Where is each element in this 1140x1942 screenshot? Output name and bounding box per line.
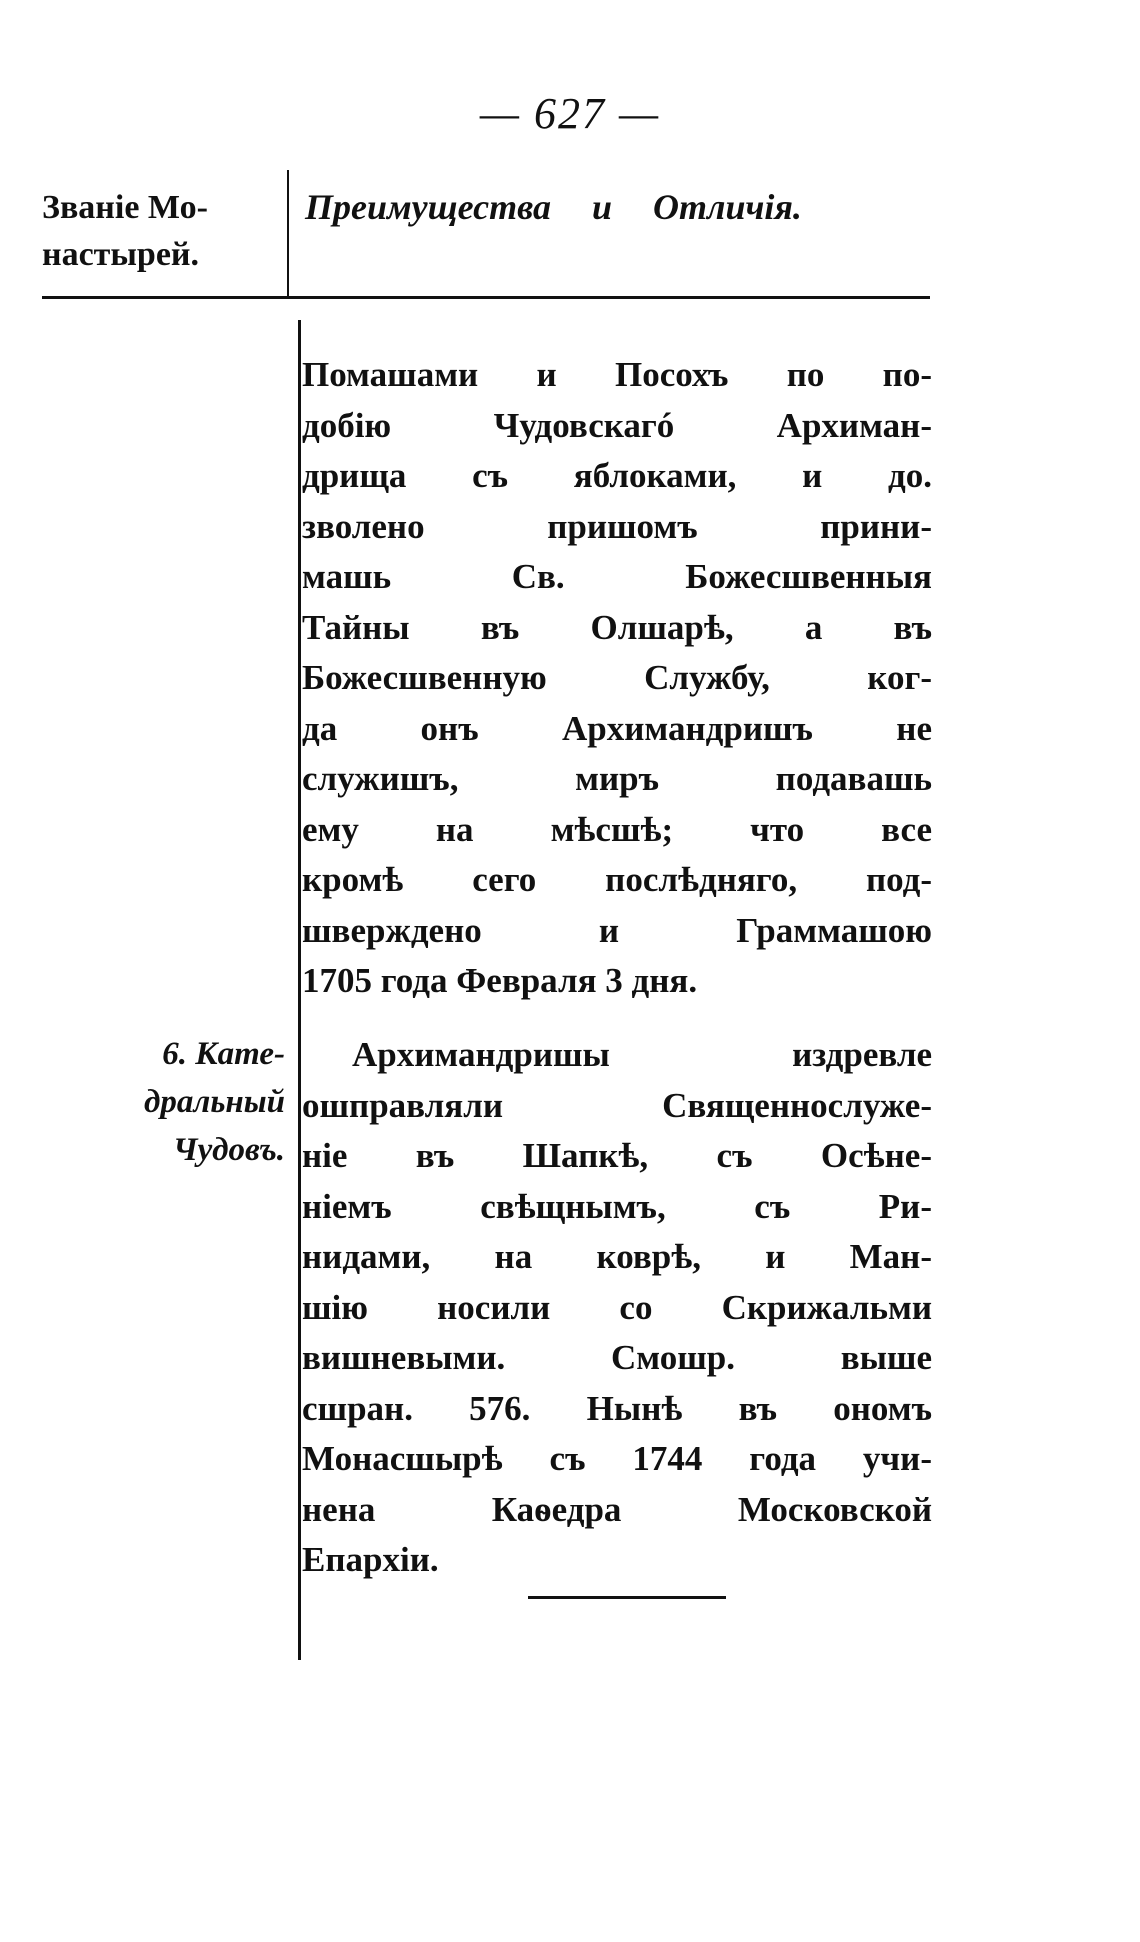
- text-line: нена Каѳедра Московской: [302, 1489, 932, 1529]
- text-line: да онъ Архимандришъ не: [302, 708, 932, 748]
- column-header-title-of-monasteries: [42, 184, 287, 278]
- text-line: Тайны въ Олшарѣ, а въ: [302, 607, 932, 647]
- text-line: ему на мѣсшѣ; что все: [302, 809, 932, 849]
- text-line: машь Св. Божесшвенныя: [302, 557, 932, 596]
- column-header-line: настырей.: [42, 236, 200, 273]
- text-line: добію Чудовскагó Архиман-: [302, 405, 932, 445]
- text-line: Божесшвенную Службу, ког-: [302, 658, 932, 697]
- column-header-privileges: Преимущества и Отличія.: [305, 187, 802, 227]
- text-line: Помашами и Посохъ по по-: [302, 355, 932, 394]
- text-line: шверждено и Граммашою: [302, 910, 932, 950]
- text-line: ніе въ Шапкѣ, съ Осѣне-: [302, 1136, 932, 1175]
- margin-note-line: дральный: [144, 1084, 285, 1120]
- paragraph-1: [302, 350, 932, 1007]
- margin-note-line: Чудовъ.: [172, 1132, 285, 1168]
- column-divider: [298, 320, 301, 1660]
- section-end-rule: [528, 1596, 726, 1599]
- text-line: 1705 года Февраля 3 дня.: [302, 961, 698, 1000]
- text-line: Архимандришы издревле: [352, 1035, 932, 1074]
- text-line: нидами, на коврѣ, и Ман-: [302, 1237, 932, 1276]
- text-line: шію носили со Скрижальми: [302, 1287, 932, 1327]
- text-line: Епархіи.: [302, 1540, 439, 1579]
- text-line: ошправляли Священнослуже-: [302, 1085, 932, 1125]
- margin-note-chudov: [60, 1030, 285, 1174]
- text-line: зволено пришомъ прини-: [302, 506, 932, 546]
- text-line: служишъ, миръ подавашь: [302, 759, 932, 798]
- column-header-line: Званіе Мо-: [42, 189, 208, 226]
- text-line: ніемъ свѣщнымъ, съ Ри-: [302, 1186, 932, 1226]
- paragraph-2: [302, 1030, 932, 1586]
- text-line: дрища съ яблоками, и до.: [302, 456, 932, 495]
- header-rule: [42, 296, 930, 299]
- page-number: — 627 —: [479, 89, 661, 138]
- text-line: кромѣ сего послѣдняго, под-: [302, 860, 932, 899]
- column-divider-header: [287, 170, 289, 296]
- text-line: сшран. 576. Нынѣ въ ономъ: [302, 1388, 932, 1428]
- text-line: Монасшырѣ съ 1744 года учи-: [302, 1439, 932, 1478]
- text-line: вишневыми. Смошр. выше: [302, 1338, 932, 1377]
- margin-note-line: 6. Кате-: [162, 1036, 285, 1072]
